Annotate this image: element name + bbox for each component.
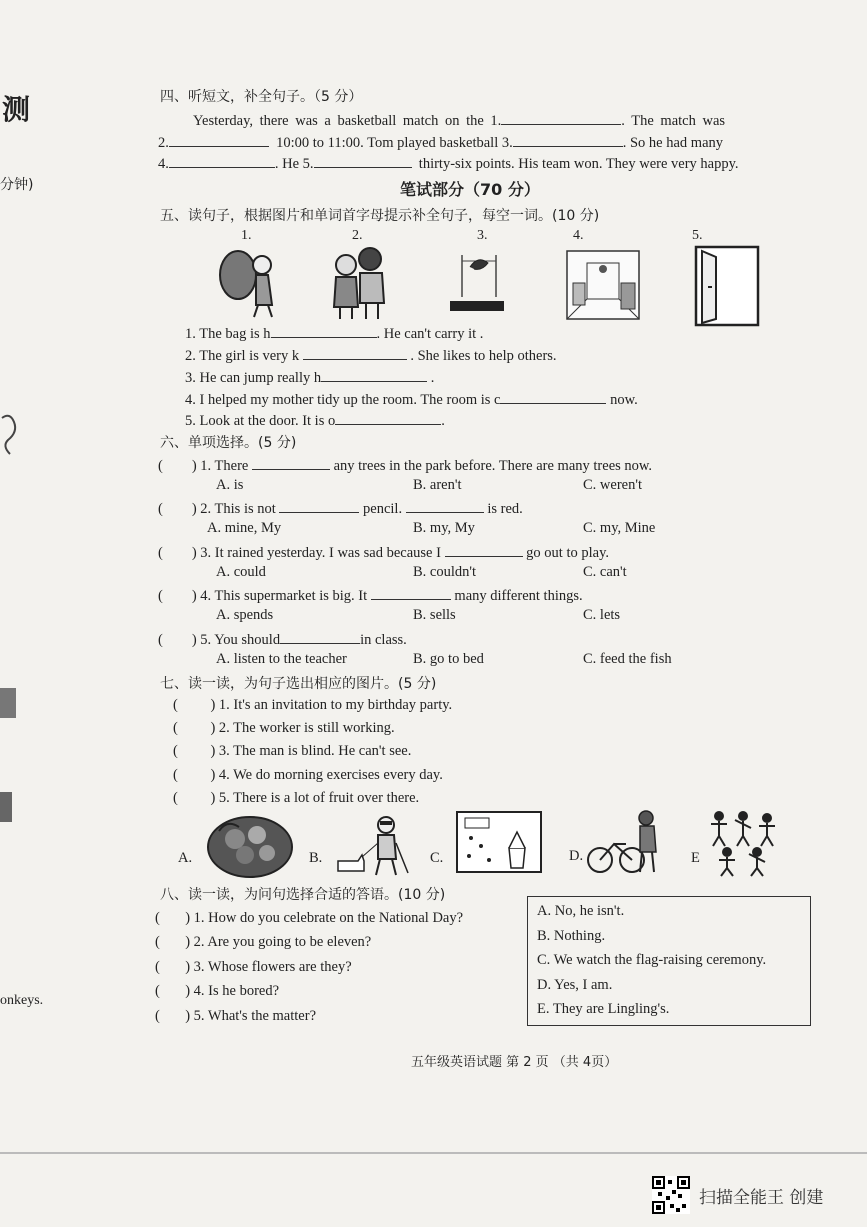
answer-blank[interactable] — [303, 345, 407, 360]
text: 5. Look at the door. It is o — [185, 413, 336, 429]
section8-question — [155, 983, 279, 1000]
margin-picture-fragment — [0, 410, 20, 470]
text: . He can't carry it . — [376, 326, 484, 342]
kind-girl-image — [330, 245, 390, 320]
answer-paren[interactable]: ( — [158, 588, 163, 604]
worker-bicycle-image — [586, 808, 661, 878]
option[interactable]: A. could — [216, 564, 266, 580]
open-door-image — [692, 243, 762, 328]
answer-paren[interactable]: ( — [155, 910, 160, 926]
section7-item — [173, 790, 419, 807]
margin-fragment-time: 分钟) — [0, 177, 34, 193]
text: ) 4. We do morning exercises every day. — [210, 767, 443, 783]
answer-blank[interactable] — [252, 455, 330, 470]
pic-number: 3. — [477, 228, 488, 243]
answer-option: B. Nothing. — [537, 928, 606, 944]
option[interactable]: A. mine, My — [207, 520, 282, 536]
option[interactable]: B. couldn't — [413, 564, 477, 580]
text: go out to play. — [526, 545, 610, 561]
section7-heading: 七、读一读，为句子选出相应的图片。(5 分) — [160, 676, 437, 692]
answer-paren[interactable]: ( — [158, 458, 163, 474]
pic-label: E — [691, 850, 700, 866]
text: ) 5. There is a lot of fruit over there. — [210, 790, 420, 806]
fruit-basket-image — [205, 813, 295, 878]
text: ) 3. The man is blind. He can't see. — [210, 743, 412, 759]
section4-line2 — [158, 132, 723, 152]
section5-item-5 — [185, 410, 445, 430]
answer-paren[interactable]: ( — [173, 767, 178, 783]
pic-number: 4. — [573, 228, 584, 243]
answer-blank[interactable] — [321, 367, 427, 382]
high-jump-image — [448, 245, 508, 320]
option[interactable]: C. lets — [583, 607, 621, 623]
text: pencil. — [363, 501, 403, 517]
text: . The match was — [621, 113, 726, 129]
answer-blank[interactable] — [169, 132, 269, 147]
text: ) 1. There — [191, 458, 249, 474]
option[interactable]: C. feed the fish — [583, 651, 672, 667]
text: . — [441, 413, 445, 429]
section4-line3 — [158, 153, 739, 173]
answer-option: C. We watch the flag-raising ceremony. — [537, 952, 767, 968]
answer-blank[interactable] — [445, 542, 523, 557]
text: 10:00 to 11:00. Tom played basketball 3. — [276, 135, 513, 151]
answer-paren[interactable]: ( — [158, 501, 163, 517]
answer-paren[interactable]: ( — [173, 790, 178, 806]
section5-item-2 — [185, 345, 557, 365]
answer-blank[interactable] — [314, 153, 412, 168]
section6-q4 — [158, 585, 583, 605]
answer-blank[interactable] — [500, 389, 606, 404]
written-section-title: 笔试部分（70 分） — [400, 180, 540, 199]
text: ) 4. This supermarket is big. It — [191, 588, 368, 604]
text: 1. The bag is h — [185, 326, 271, 342]
section6-q1 — [158, 455, 652, 475]
pic-number: 5. — [692, 228, 703, 243]
text: 4. — [158, 156, 169, 172]
section7-item — [173, 697, 452, 714]
scanner-watermark: 扫描全能王 创建 — [699, 1188, 824, 1208]
text: ) 2. This is not — [191, 501, 276, 517]
answer-blank[interactable] — [513, 132, 623, 147]
section6-q2 — [158, 498, 523, 518]
option[interactable]: B. sells — [413, 607, 456, 623]
answer-option: E. They are Lingling's. — [537, 1001, 670, 1017]
section6-heading: 六、单项选择。(5 分) — [160, 435, 297, 451]
section5-item-4 — [185, 389, 638, 409]
option[interactable]: B. my, My — [413, 520, 475, 536]
text: any trees in the park before. There are many trees now. — [333, 458, 653, 474]
text: ) 2. The worker is still working. — [210, 720, 395, 736]
option[interactable]: B. go to bed — [413, 651, 484, 667]
section8-question — [155, 934, 371, 951]
answer-paren[interactable]: ( — [173, 720, 178, 736]
morning-exercise-image — [707, 808, 787, 878]
answer-blank[interactable] — [280, 629, 360, 644]
section6-q3 — [158, 542, 609, 562]
answer-blank[interactable] — [169, 153, 275, 168]
answer-blank[interactable] — [335, 410, 441, 425]
text: ) 3. Whose flowers are they? — [185, 959, 352, 975]
text: 3. He can jump really h — [185, 370, 322, 386]
qr-code-icon — [652, 1176, 690, 1214]
text: . He 5. — [274, 156, 314, 172]
option[interactable]: C. my, Mine — [583, 520, 656, 536]
text: . — [430, 370, 435, 386]
answer-blank[interactable] — [371, 585, 451, 600]
divider — [0, 1152, 867, 1154]
text: ) 2. Are you going to be eleven? — [185, 934, 372, 950]
section7-item — [173, 743, 411, 760]
text: 2. The girl is very k — [185, 348, 300, 364]
text: ) 3. It rained yesterday. I was sad because I — [191, 545, 441, 561]
section8-heading: 八、读一读，为问句选择合适的答语。(10 分) — [160, 887, 446, 903]
text: . She likes to help others. — [410, 348, 557, 364]
answer-paren[interactable]: ( — [173, 697, 178, 713]
party-invitation-image — [455, 808, 545, 873]
pic-number: 2. — [352, 228, 363, 243]
section5-heading: 五、读句子，根据图片和单词首字母提示补全句子，每空一词。(10 分) — [160, 208, 600, 224]
section7-item — [173, 767, 443, 784]
text: ) 1. It's an invitation to my birthday party. — [210, 697, 453, 713]
text: 2. — [158, 135, 169, 151]
section4-line1 — [193, 110, 725, 130]
section8-question — [155, 959, 352, 976]
answer-paren[interactable]: ( — [155, 1008, 160, 1024]
answer-blank[interactable] — [501, 110, 621, 125]
answer-blank[interactable] — [271, 323, 377, 338]
margin-picture-fragment — [0, 766, 20, 826]
text: now. — [610, 392, 638, 408]
section5-item-3 — [185, 367, 434, 387]
text: thirty-six points. His team won. They were very happy. — [418, 156, 739, 172]
margin-fragment-title: 测 — [2, 93, 31, 126]
section7-item — [173, 720, 395, 737]
option[interactable]: A. spends — [216, 607, 274, 623]
blind-man-image — [328, 813, 418, 878]
text: Yesterday, there was a basketball match on the 1. — [193, 113, 502, 129]
text: ) 1. How do you celebrate on the National Day? — [185, 910, 464, 926]
page-footer: 五年级英语试题 第 2 页 （共 4页） — [411, 1055, 618, 1070]
heavy-bag-boy-image — [212, 245, 282, 320]
answer-option: D. Yes, I am. — [537, 977, 613, 993]
section8-question — [155, 910, 463, 927]
section6-q5 — [158, 629, 407, 649]
answer-paren[interactable]: ( — [158, 632, 163, 648]
option[interactable]: B. aren't — [413, 477, 462, 493]
answer-paren[interactable]: ( — [155, 983, 160, 999]
text: ) 4. Is he bored? — [185, 983, 280, 999]
option[interactable]: A. is — [216, 477, 244, 493]
section4-heading: 四、听短文，补全句子。（5 分） — [160, 89, 363, 105]
answer-paren[interactable]: ( — [155, 959, 160, 975]
text: is red. — [487, 501, 523, 517]
margin-fragment-word: onkeys. — [0, 993, 44, 1008]
option[interactable]: C. weren't — [583, 477, 642, 493]
text: ) 5. What's the matter? — [185, 1008, 317, 1024]
option[interactable]: A. listen to the teacher — [216, 651, 347, 667]
margin-picture-fragment — [0, 678, 20, 738]
answer-blank[interactable] — [406, 498, 484, 513]
pic-number: 1. — [241, 228, 252, 243]
answer-option: A. No, he isn't. — [537, 903, 625, 919]
text: many different things. — [454, 588, 583, 604]
option[interactable]: C. can't — [583, 564, 627, 580]
answer-paren[interactable]: ( — [173, 743, 178, 759]
answer-blank[interactable] — [279, 498, 359, 513]
pic-label: C. — [430, 850, 444, 866]
text: ) 5. You should — [191, 632, 281, 648]
answer-paren[interactable]: ( — [158, 545, 163, 561]
section5-item-1 — [185, 323, 483, 343]
text: in class. — [360, 632, 407, 648]
section8-question — [155, 1008, 316, 1025]
text: . So he had many — [622, 135, 724, 151]
text: 4. I helped my mother tidy up the room. The room is c — [185, 392, 501, 408]
answer-paren[interactable]: ( — [155, 934, 160, 950]
pic-label: A. — [178, 850, 193, 866]
pic-label: D. — [569, 848, 584, 864]
clean-room-image — [563, 243, 643, 323]
pic-label: B. — [309, 850, 323, 866]
